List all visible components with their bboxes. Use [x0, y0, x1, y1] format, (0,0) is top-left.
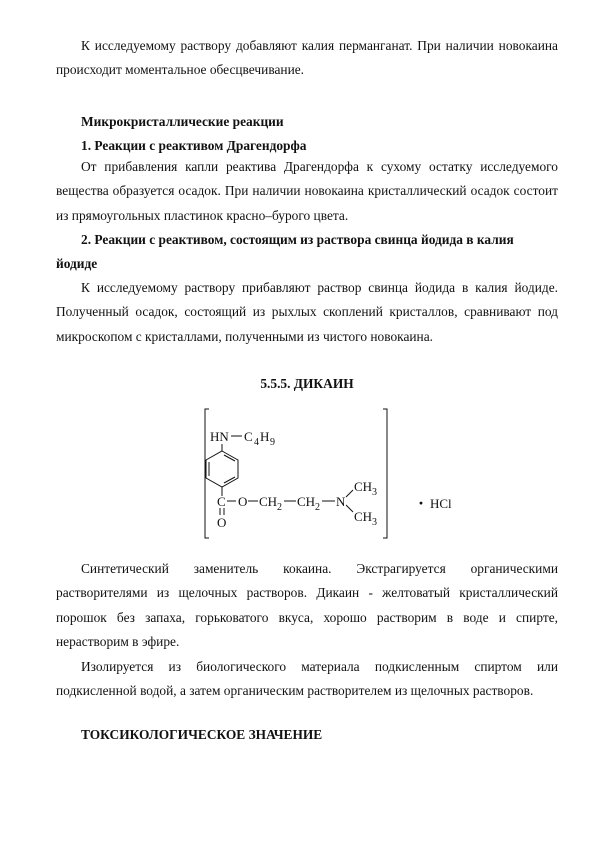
formula-dot: ·	[418, 493, 425, 513]
formula-ch2-second-subscript: 2	[315, 502, 320, 513]
benzene-ring	[206, 451, 238, 487]
formula-h-subscript: 9	[270, 437, 275, 448]
paragraph-permanganate: К исследуемому раствору добавляют калия перманганат. При наличии новокаина происходит моментальное обесцвечивание.	[56, 38, 558, 78]
paragraph-lead-iodide: К исследуемому раствору прибавляют раствор свинца йодида в калия йодиде. Полученный осадок, состоящий из рыхлых скоплений кристаллов, сравнивают под микроскопом с кристаллами, полученными из чистого новокаина.	[56, 280, 558, 344]
paragraph-synthetic-substitute: Синтетический заменитель кокаина. Экстрагируется органическими растворителями из щелочных растворов. Дикаин - желтоватый кристаллический порошок без запаха, горьковатого вкуса, хорошо растворим в воде и спирте, нерастворим в эфире.	[56, 561, 558, 649]
formula-ch3-bottom: CH	[354, 509, 373, 524]
section-title-dicaine: 5.5.5. ДИКАИН	[260, 376, 354, 391]
formula-ch2-first: CH	[259, 494, 278, 509]
formula-c: C	[244, 429, 253, 444]
formula-ch2-first-subscript: 2	[277, 502, 282, 513]
formula-ch3-top: CH	[354, 479, 373, 494]
formula-ester-oxygen: O	[238, 494, 248, 509]
formula-h: H	[260, 429, 270, 444]
paragraph-dragendorff: От прибавления капли реактива Драгендорфа к сухому остатку исследуемого вещества образуется осадок. При наличии новокаина кристаллический осадок состоит из прямоугольных пластинок красно–бурого цвета.	[56, 159, 558, 223]
heading-dragendorff: 1. Реакции с реактивом Драгендорфа	[81, 138, 307, 153]
formula-c-subscript: 4	[254, 437, 259, 448]
formula-bracket-right	[383, 409, 387, 538]
formula-ch2-second: CH	[297, 494, 316, 509]
formula-hn: HN	[210, 429, 229, 444]
heading-lead-iodide: 2. Реакции с реактивом, состоящим из раствора свинца йодида в калия йодиде	[56, 232, 514, 272]
formula-nitrogen: N	[336, 494, 346, 509]
paragraph-isolation: Изолируется из биологического материала подкисленным спиртом или подкисленной водой, а затем органическим растворителем из щелочных растворов.	[56, 659, 558, 699]
heading-microcrystalline: Микрокристаллические реакции	[81, 114, 284, 129]
heading-toxicological-significance: ТОКСИКОЛОГИЧЕСКОЕ ЗНАЧЕНИЕ	[81, 727, 323, 742]
formula-hcl: HCl	[430, 496, 452, 511]
formula-carbonyl-oxygen: O	[217, 515, 227, 530]
formula-ch3-bottom-subscript: 3	[372, 517, 377, 528]
formula-ch3-top-subscript: 3	[372, 487, 377, 498]
formula-carbonyl-carbon: C	[217, 494, 226, 509]
